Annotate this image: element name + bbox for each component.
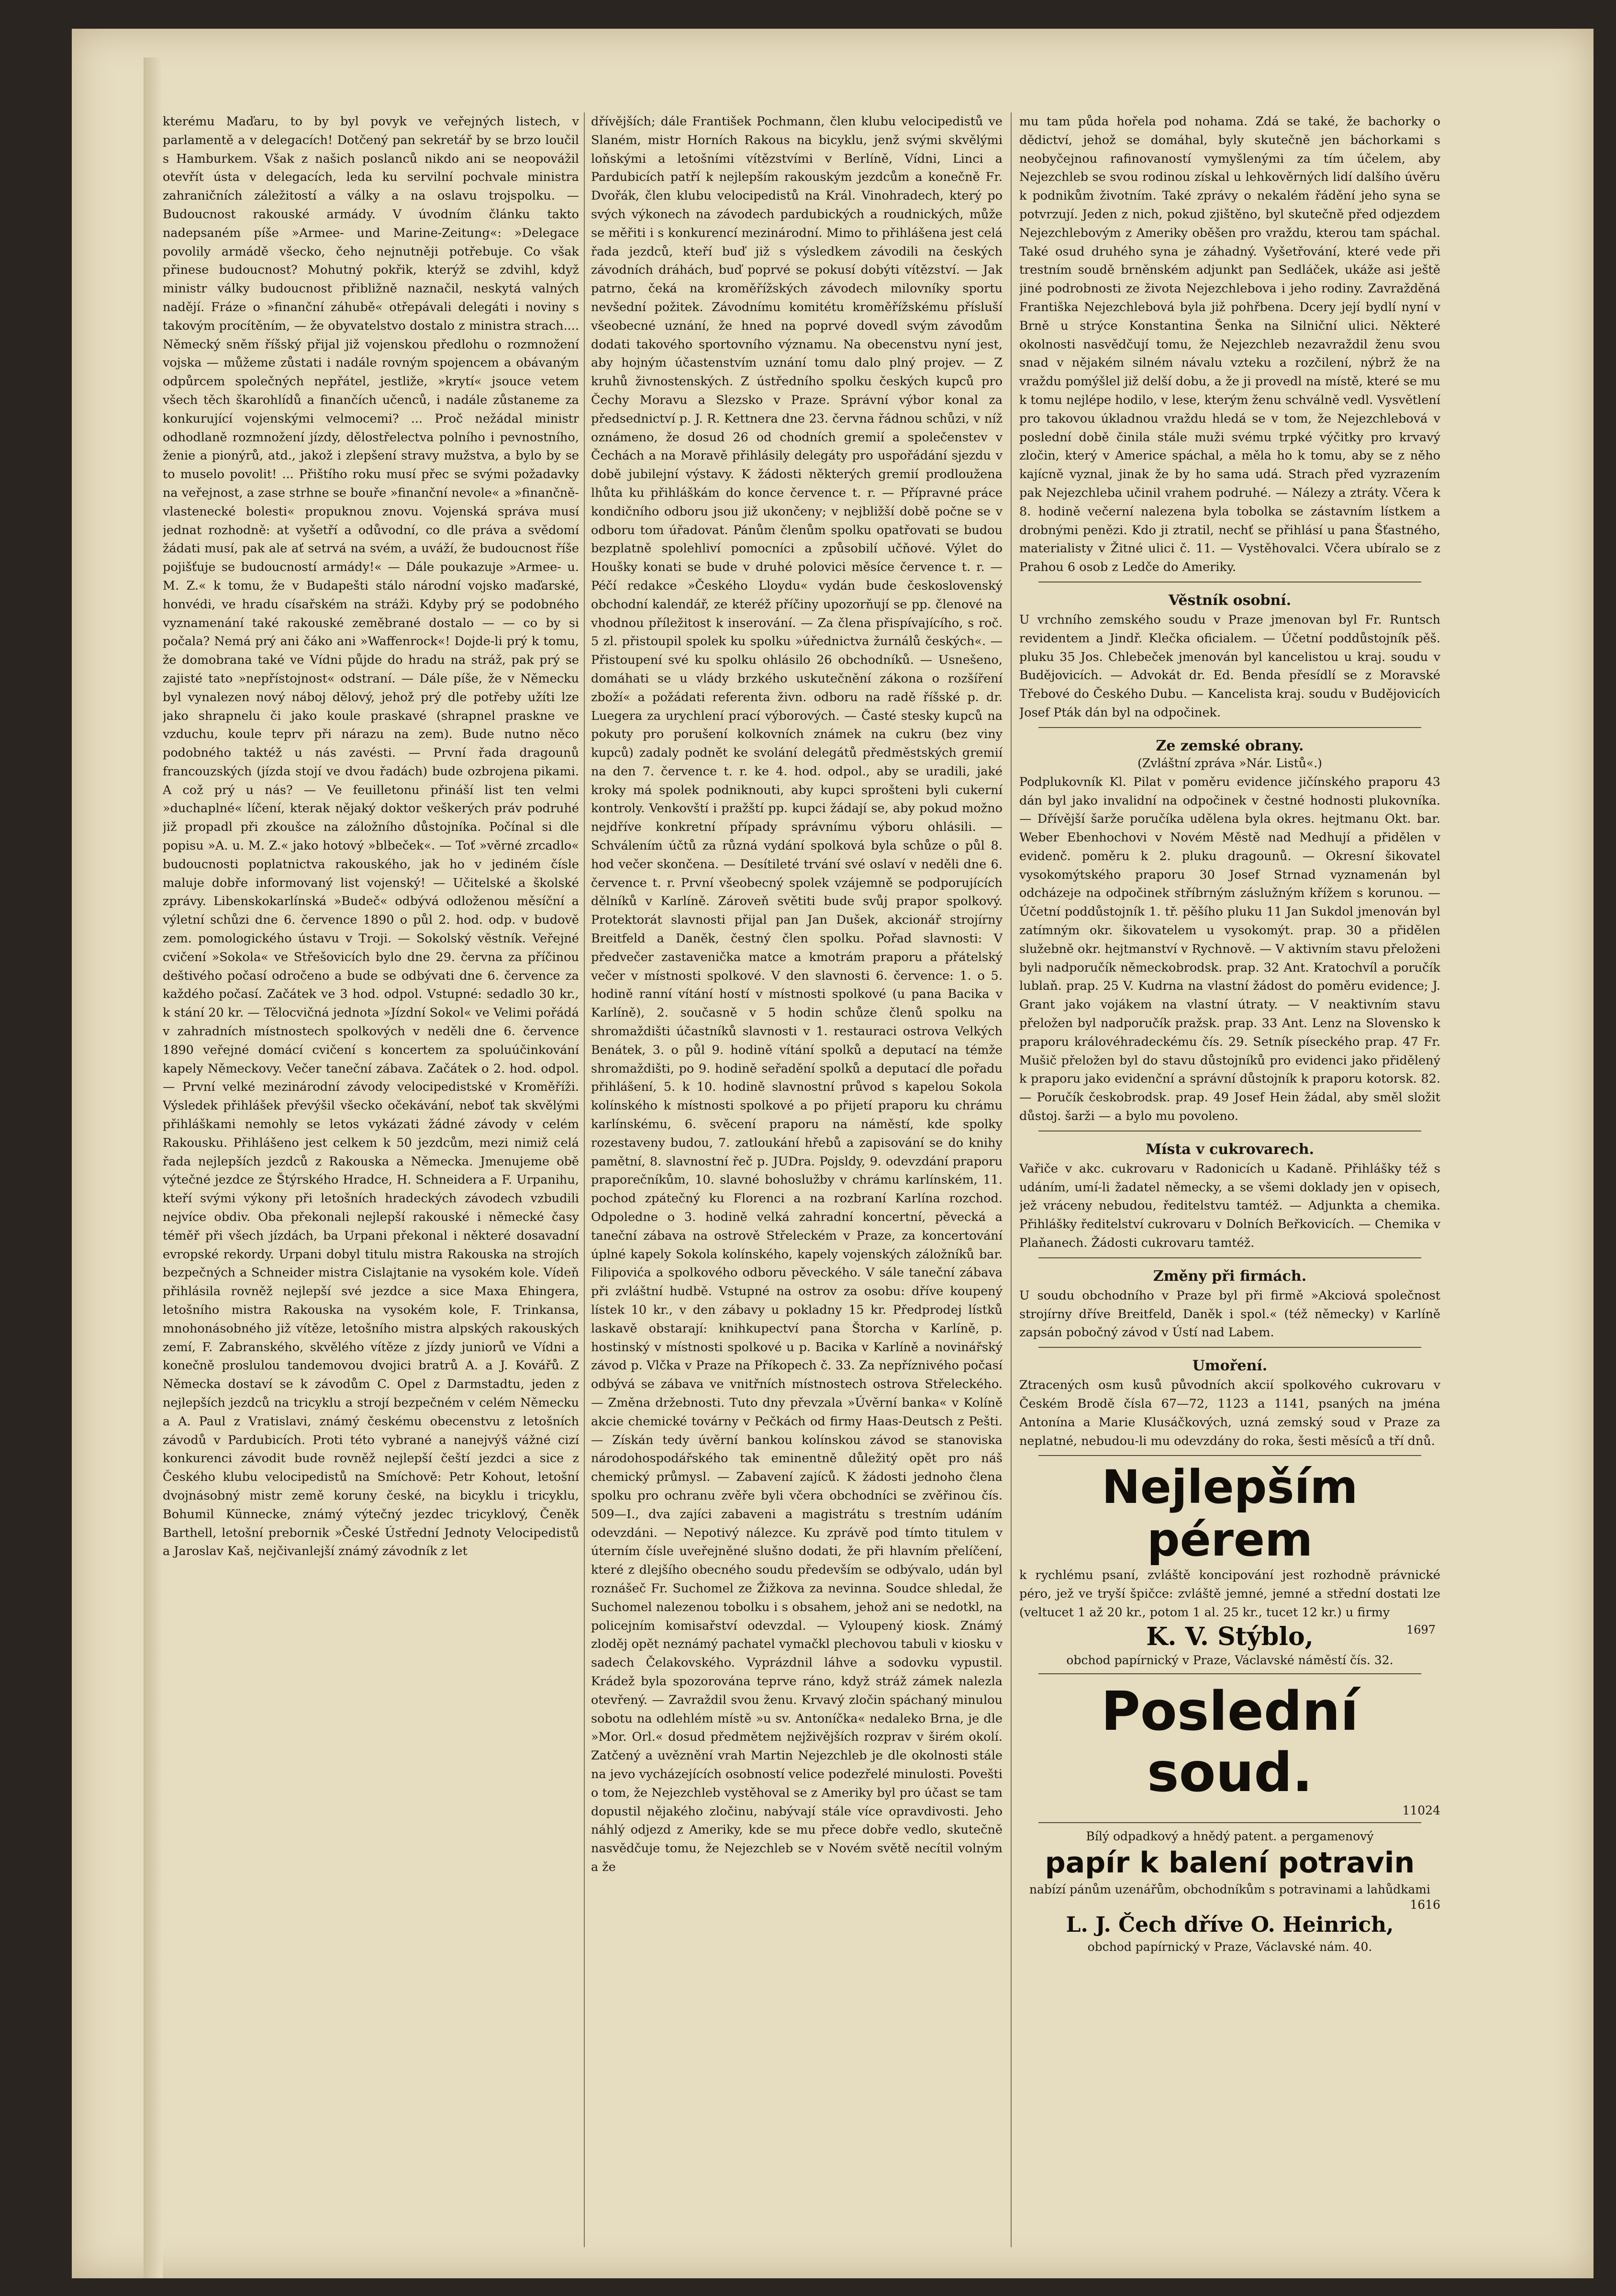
ad-address-styblo: obchod papírnický v Praze, Václavské náměstí čís. 32. xyxy=(1066,1653,1393,1667)
column-divider xyxy=(1011,112,1012,2247)
column-left-text: kterému Maďaru, to by byl povyk ve veřejných listech, v parlamentě a v delegacích! Dotčený pan sekretář by se brzo loučil s Hamburkem. Však z našich poslanců nikdo ani se neopovážil otevřít ústa v delegacích, leda ku servilní pochvale ministra zahraničních záležitostí a války a na oslavu trojspolku. — Budoucnost rakouské armády. V úvodním článku takto nadepsaném píše »Armee- und Marine-Zeitung«: »Delegace povolily armádě všecko, čeho nejnutněji potřebuje. Co však přinese budoucnost? Mohutný pokřik, kterýž se zdvihl, když ministr války budoucnost přibližně naznačil, neskytá valných nadějí. Fráze o »finanční záhubě« otřepávali delegáti i noviny s takovým procítěním, — že obyvatelstvo dostalo z ministra strach.... Německý sněm říšský přijal již vojenskou předlohu o rozmnožení vojska — můžeme zůstati i nadále rovným spojencem a obávaným odpůrcem společných nepřátel, jestliže, »krytí« jsouce vetem všech těch škarohlídů a finančích učenců, i nadále zůstaneme za konkurující vojenskými velmocemi? ... Proč nežádal ministr odhodlaně rozmnožení jízdy, dělostřelectva polního i pevnostního, ženie a pionýrů, atd., jakož i zlepšení stravy mužstva, a bylo by se to muselo povolit! ... Přištího roku musí přec se svými požadavky na veřejnost, a zase strhne se bouře »finanční nevole« a »finančně-vlastenecké bolesti« propuknou znovu. Vojenská správa musí jednat rozhodně: at vyšetří a odůvodní, co dle práva a svědomí žádati musí, pak ale ať setrvá na svém, a uváží, že budoucnost říše pojišťuje se budoucností armády!« — Dále poukazuje »Armee- u. M. Z.« k tomu, že v Budapešti stálo národní vojsko maďarské, honvédi, ve hradu císařském na stráži. Kdyby prý se podobného vyznamenání také rakouské zeměbrané dostalo — — co by si počala? Nemá prý ani čáko ani »Waffenrock«! Dojde-li prý k tomu, že domobrana také ve Vídni půjde do hradu na stráž, pak prý se zajisté tato »nepřístojnost« odstraní. — Dále píše, že v Německu byl vynalezen nový náboj dělový, jehož prý dle potřeby užíti lze jako shrapnelu či jako koule praskavé (shrapnel praskne ve vzduchu, koule teprv při nárazu na zem). Bude nutno něco podobného taktéž u nás zavésti. — První řada dragounů francouzských (jízda stojí ve dvou řadách) bude ozbrojena pikami. A což prý u nás? — Ve feuilletonu přináší list ten velmi »duchaplné« líčení, kterak nějaký doktor veškerých práv podruhé již propadl při zkoušce na záložního důstojníka. Počínal si dle popisu »A. u. M. Z.« jako hotový »blbeček«. — Toť »věrné zrcadlo« budoucnosti poplatnictva rakouského, jak ho v jediném čísle maluje dobře informovaný list vojenský! — Učitelské a školské zprávy. Libenskokarlínská »Budeč« odbývá odloženou měsíční a výletní schůzi dne 6. července 1890 o půl 2. hod. odp. v budově zem. pomologického ústavu v Troji. — Sokolský věstník. Veřejné cvičení »Sokola« ve Střešovicích bylo dne 29. června za příčinou deštivého počasí odročeno a bude se odbývati dne 6. července za každého počasí. Začátek ve 3 hod. odpol. Vstupné: sedadlo 30 kr., k stání 20 kr. — Tělocvičná jednota »Jízdní Sokol« ve Velimi pořádá v zahradních místnostech spolkových v neděli dne 6. července 1890 veřejné domácí cvičení s koncertem za spoluúčinkování kapely Německovy. Večer taneční zábava. Začátek o 2. hod. odpol. — První velké mezinárodní závody velocipedistské v Kroměříži. Výsledek přihlášek převýšil všecko očekávání, neboť tak skvělými přihláškami nemohly se letos vykázati žádné závody v celém Rakousku. Přihlášeno jest celkem k 50 jezdcům, mezi nimiž celá řada nejlepších jezdců z Rakouska a Německa. Jmenujeme obě výtečné jezdce ze Štýrského Hradce, H. Schneidera a F. Urpanihu, kteří svými výkony při letošních hradeckých závodech vzbudili nejvíce obdiv. Oba překonali nejlepší rakouské i německé časy téměř při všech jízdách, ba Urpani překonal i některé dosavadní evropské rekordy. Urpani dobyl titulu mistra Rakouska na strojích bezpečných a Schneider mistra Cislajtanie na vysokém kole. Vídeň přihlásila rovněž nejlepší své jezdce a sice Maxa Ehingera, letošního mistra Rakouska na vysokém kole, F. Trinkansa, mnohonásobného již vítěze, letošního mistra alpských rakouských zemí, F. Zabranského, skvělého vítěze z jízdy juniorů ve Vídni a konečně proslulou tandemovou dvojici bratrů A. a J. Kovářů. Z Německa dostaví se k závodům C. Opel z Darmstadtu, jeden z nejlepších jezdců na tricyklu a strojí bezpečném v celém Německu a A. Paul z Vratislavi, známý českému obecenstvu z letošních závodů v Pardubicích. Proti této vybrané a nanejvýš vážné cizí konkurenci závodit bude rovněž nejlepší čeští jezdci a sice z Českého klubu velocipedistů na Smíchově: Petr Kohout, letošní dvojnásobný mistr země koruny české, na bicyklu i tricyklu, Bohumil Künnecke, známý výtečný jezdec tricyklový, Čeněk Barthell, letošní prebornik »České Ústřední Jednoty Velocipedistů a Jaroslav Kaš, nejčivanlejší známý závodník z let xyxy=(163,114,579,1559)
column-left xyxy=(163,112,579,2247)
ad-text-paper: nabízí pánům uzenářům, obchodníkům s potravinami a lahůdkami xyxy=(1029,1882,1431,1896)
section-text-sugar: Vařiče v akc. cukrovaru v Radonicích u Kadaně. Přihlášky též s udáním, umí-li žadatel německy, a se všemi doklady jen v opisech, jež vráceny nebudou, ředitelstvu tamtéž. — Adjunkta a chemika. Přihlášky ředitelství cukrovaru v Dolních Beřkovicích. — Chemika v Plaňanech. Žádosti cukrovaru tamtéž. xyxy=(1019,1161,1440,1251)
ad-product-paper: papír k balení potravin xyxy=(1045,1846,1415,1880)
ad-headline-pen: Nejlepším pérem xyxy=(1102,1460,1358,1567)
ad-address-cech: obchod papírnický v Praze, Václavské nám. 40. xyxy=(1087,1939,1372,1954)
column-right-intro: mu tam půda hořela pod nohama. Zdá se také, že bachorky o dědictví, jehož se domáhal, byly skutečně jen báchorkami s neobyčejnou rafinovaností vymyšlenými za tím účelem, aby Nejezchleb se svou rodinou získal u lehkověrných lidí dalšího úvěru k podnikům životním. Také zprávy o nekalém řádění jeho syna se potvrzují. Jeden z nich, pokud zjištěno, byl skutečně před odjezdem Nejezchlebovým z Ameriky oběšen pro vraždu, kterou tam spáchal. Také osud druhého syna je záhadný. Vyšetřování, které vede při trestním soudě brněnském adjunkt pan Sedláček, ukáže asi ještě jiné podrobnosti ze života Nejezchlebova i jeho rodiny. Zavražděná Františka Nejezchlebová byla již pohřbena. Dcery její bydlí nyní v Brně u strýce Konstantina Šenka na Silniční ulici. Některé okolnosti nasvědčují tomu, že Nejezchleb nezavraždil ženu svou snad v nějakém silném návalu vzteku a rozčilení, nýbrž že na vraždu pomýšlel již delší dobu, a že ji provedl na místě, které se mu k tomu nejlépe hodilo, v lese, kterým ženu schválně vedl. Vysvětlení pro takovou úkladnou vraždu hledá se v tom, že Nejezchlebová v poslední době činila stále muži svému trpké výčitky pro krvavý zločin, který v Americe spáchal, a měla ho k tomu, aby se z něho kajícně vyznal, jinak že by ho sama udá. Strach před vyzrazením pak Nejezchleba učinil vrahem podruhé. — Nálezy a ztráty. Včera k 8. hodině večerní nalezena byla tobolka se zástavním lístkem a drobnými penězi. Kdo ji ztratil, nechť se přihlásí u pana Šťastného, materialisty v Žitné ulici č. 11. — Vystěhovalci. Včera ubíralo se z Prahou 6 osob z Ledče do Ameriky. xyxy=(1019,114,1440,575)
ad-firm-row xyxy=(1019,1622,1440,1652)
section-divider xyxy=(1038,727,1421,728)
section-subtitle-army: (Zvláštní zpráva »Nár. Listů«.) xyxy=(1137,756,1322,770)
ad-number-pen: 1697 xyxy=(1406,1623,1436,1636)
newspaper-page xyxy=(72,29,1594,2278)
column-middle xyxy=(591,112,1003,2247)
section-title-army: Ze zemské obrany. xyxy=(1156,737,1304,754)
ad-number-judgement: 11024 xyxy=(1402,1803,1440,1817)
section-text-personal: U vrchního zemského soudu v Praze jmenovan byl Fr. Runtsch revidentem a Jindř. Klečka oficialem. — Účetní poddůstojník pěš. pluku 35 Jos. Chlebeček jmenován byl kancelistou u kraj. soudu v Budějovicích. — Advokát dr. Ed. Benda přesídlí se z Moravské Třebové do Českého Dubu. — Kancelista kraj. soudu v Budějovicích Josef Pták dán byl na odpočinek. xyxy=(1019,612,1440,720)
section-text-firms: U soudu obchodního v Praze byl při firmě »Akciová společnost strojírny dříve Breitfeld, Daněk i spol.« (též německy) v Karlíně zapsán pobočný závod v Ústí nad Labem. xyxy=(1019,1288,1440,1340)
section-title-sugar: Místa v cukrovarech. xyxy=(1145,1141,1315,1158)
ad-divider xyxy=(1038,1455,1421,1456)
column-divider xyxy=(584,112,585,2247)
section-divider xyxy=(1038,1257,1421,1258)
ad-text-pen: k rychlému psaní, zvláště koncipování jest rozhodně právnické péro, jež ve tryší špičce: zvláště jemné, jemné a střední dostati lze (veltucet 1 až 20 kr., potom 1 al. 25 kr., tucet 12 kr.) u firmy xyxy=(1019,1568,1440,1620)
section-divider xyxy=(1038,1347,1421,1348)
section-title-firms: Změny při firmách. xyxy=(1153,1267,1307,1285)
ad-firm-styblo: K. V. Stýblo, xyxy=(1146,1622,1314,1651)
page-edge-shadow xyxy=(144,57,163,2278)
ad-firm-cech: L. J. Čech dříve O. Heinrich, xyxy=(1066,1912,1394,1937)
ad-intro-paper: Bílý odpadkový a hnědý patent. a pergamenový xyxy=(1086,1829,1374,1843)
ad-divider xyxy=(1038,1673,1421,1674)
column-right xyxy=(1019,112,1440,2247)
section-text-amortization: Ztracených osm kusů původních akcií spolkového cukrovaru v Českém Brodě čísla 67—72, 1123 a 1141, psaných na jména Antonína a Marie Klusáčkových, uzná zemský soud v Praze za neplatné, nebudou-li mu odevzdány do roka, šesti měsíců a tří dnů. xyxy=(1019,1378,1440,1448)
ad-number-paper: 1616 xyxy=(1410,1897,1440,1912)
ad-divider xyxy=(1038,1822,1421,1823)
section-title-amortization: Umoření. xyxy=(1192,1357,1268,1375)
section-title-personal: Věstník osobní. xyxy=(1168,592,1292,609)
column-middle-text: dřívějších; dále František Pochmann, člen klubu velocipedistů ve Slaném, mistr Horních Rakous na bicyklu, jenž svými skvělými loňskými a letošními vítězstvími v Berlíně, Vídni, Linci a Pardubicích patří k nejlepším rakouským jezdcům a konečně Fr. Dvořák, člen klubu velocipedistů na Král. Vinohradech, který po svých výkonech na závodech pardubických a roudnických, může se měřiti i s konkurencí mezinárodní. Mimo to přihlášena jest celá řada jezdců, kteří buď již s výsledkem závodili na českých závodních dráhách, buď poprvé se pokusí dobýti vítězství. — Jak patrno, čeká na kroměřížských závodech milovníky sportu nevšední požitek. Závodnímu komitétu kroměřížskému přísluší všeobecné uznání, že hned na poprvé dovedl svým závodům dodati takového sportovního významu. Na obecenstvu nyní jest, aby hojným účastenstvím uznání tomu dalo plný projev. — Z kruhů živnostenských. Z ústředního spolku českých kupců pro Čechy Moravu a Slezsko v Praze. Správní výbor konal za předsednictví p. J. R. Kettnera dne 23. června řádnou schůzi, v níž oznámeno, že dosud 26 od chodních gremií a společenstev v Čechách a na Moravě přihlásily delegáty pro uspořádání sjezdu v době jubilejní výstavy. K žádosti některých gremií prodloužena lhůta ku přihláškám do konce července t. r. — Přípravné práce kondičního odboru jsou již ukončeny; v nejbližší době počne se v odboru tom úřadovat. Pánům členům spolku opatřovati se budou bezplatně spolehliví pomocníci a způsobilí učňové. Výlet do Houšky konati se bude v druhé polovici měsíce července t. r. — Péčí redakce »Českého Lloydu« vydán bude československý obchodní kalendář, ze kteréž příčiny upozorňují se pp. členové na vhodnou příležitost k inserování. — Za člena přispívajícího, s roč. 5 zl. přistoupil spolek ku spolku »úřednictva žurnálů českých«. — Přistoupení své ku spolku ohlásilo 26 obchodníků. — Usnešeno, domáhati se u vlády brzkého uskutečnění zákona o rozšíření zboží« a požádati referenta živn. odboru na radě říšské p. dr. Luegera za urychlení prací výborových. — Časté stesky kupců na pokuty pro porušení kolkovních známek na cukru (bez viny kupců) zadaly podnět ke svolání delegátů předměstských gremií na den 7. července t. r. ke 4. hod. odpol., aby se uradili, jaké kroky má spolek podniknouti, aby kupci sprošteni byli cukerní kontroly. Venkovští i pražští pp. kupci žádají se, aby pokud možno nejdříve konkretní případy správnímu výboru ohlásili. — Schválením účtů za různá vydání spolková byla schůze o půl 8. hod večer skončena. — Desítileté trvání své oslaví v neděli dne 6. července t. r. První všeobecný spolek vzájemně se podporujících dělníků v Karlíně. Zároveň světiti bude svůj prapor spolkový. Protektorát slavnosti přijal pan Jan Dušek, akcionář strojírny Breitfeld a Daněk, čestný člen spolku. Pořad slavnosti: V předvečer zastavenička matce a kmotrám praporu a přátelský večer v místnosti spolkové. V den slavnosti 6. července: 1. o 5. hodině ranní vítání hostí v místnosti spolkové (u pana Bacika v Karlíně), 2. současně v 5 hodin schůze členů spolku na shromaždišti účastníků slavnosti v 1. restauraci ostrova Velkých Benátek, 3. o půl 9. hodině vítání spolků a deputací na témže shromaždišti, po 9. hodině seřadění spolků a deputací dle pořadu přihlášení, 5. k 10. hodině slavnostní průvod s kapelou Sokola kolínského k místnosti spolkové a po přijetí praporu ku chrámu karlínskému, 6. svěcení praporu na náměstí, kde spolky rozestaveny budou, 7. zatloukání hřebů a zapisování se do knihy pamětní, 8. slavnostní řeč p. JUDra. Pojsldy, 9. odevzdání praporu praporečníkům, 10. slavné bohoslužby v chrámu karlínském, 11. pochod zpátečný ku Florenci a na rozbraní Karlína rozchod. Odpoledne o 3. hodině velká zahradní koncertní, pěvecká a taneční zábava na ostrově Střeleckém v Praze, za koncertování úplné kapely Sokola kolínského, kapely vojenských záložníků bar. Filipovića a spolkového odboru pěveckého. V sále taneční zábava při zvláštní hudbě. Vstupné na ostrov za osobu: dříve koupený lístek 10 kr., v den zábavy u pokladny 15 kr. Předprodej lístků laskavě obstarají: knihkupectví pana Štorcha v Karlíně, p. hostinský v místnosti spolkové u p. Bacika v Karlíně a novinářský závod p. Vlčka v Praze na Příkopech č. 33. Za nepříznivého počasí odbývá se zábava ve vnitřních místnostech ostrova Střeleckého. — Změna držebnosti. Tuto dny převzala »Úvěrní banka« v Kolíně akcie chemické továrny v Pečkách od firmy Haas-Deutsch z Pešti. — Získán tedy úvěrní bankou kolínskou závod se stanoviska národohospodářského tak eminentně důležitý opět pro náš chemický průmysl. — Zabavení zajíců. K žádosti jednoho člena spolku pro ochranu zvěře byli včera obchodníci se zvěřinou čís. 509—I., dva zajíci zabaveni a magistrátu s trestním udáním odevzdáni. — Nepotivý nálezce. Ku zprávě pod tímto titulem v úterním čísle uveřejněné slušno dodati, že při hlavním přelíčení, které z dlejšího obecného soudu především se odbývalo, udán byl roznášeč Fr. Suchomel ze Žižkova za nevinna. Soudce shledal, že Suchomel nalezenou tobolku i s obsahem, jehož ani se nedotkl, na policejním komisařství odevzdal. — Vyloupený kiosk. Známý zloděj opět neznámý pachatel vymačkl plechovou tabuli v kiosku v sadech Čelakovského. Vyprázdnil láhve a sodovku vypustil. Krádež byla spozorována teprve ráno, když stráž zámek nalezla otevřený. — Zavraždil svou ženu. Krvavý zločin spáchaný minulou sobotu na odlehlém místě »u sv. Antoníčka« nedaleko Brna, je dle »Mor. Orl.« dosud předmětem nejživějších rozprav v širém okolí. Zatčený a uvěznění vrah Martin Nejezchleb je dle okolnosti stále na jevo vycházejících osobností velice podezřelé minulosti. Povešti o tom, že Nejezchleb vystěhoval se z Ameriky byl pro účast se tam dopustil nějakého zločinu, nabývají stále více opravdivosti. Jeho náhlý odjezd z Ameriky, kde se mu přece dobře vedlo, skutečně nasvědčuje tomu, že Nejezchleb se v Novém světě necítil volným a že xyxy=(591,114,1003,1874)
ad-headline-judgement: Poslední soud. xyxy=(1101,1680,1359,1804)
section-text-army: Podplukovník Kl. Pilat v poměru evidence jičínského praporu 43 dán byl jako invalidní na odpočinek v čestné hodnosti plukovníka. — Dřívější šarže poručíka udělena byla okres. hejtmanu Okt. bar. Weber Ebenhochovi v Novém Městě nad Medhují a přidělen v evidenč. poměru k 2. pluku dragounů. — Okresní šikovatel vysokomýtského praporu 30 Josef Strnad vyznamenán byl odcházeje na odpočinek stříbrným záslužným křížem s korunou. — Účetní poddůstojník 1. tř. pěšího pluku 11 Jan Sukdol jmenován byl zatímným okr. šikovatelem u vysokomýt. prap. 30 a přidělen služebně okr. hejtmanství v Rychnově. — V aktivním stavu přeloženi byli nadporučík německobrodsk. prap. 32 Ant. Kratochvíl a poručík lublaň. prap. 25 V. Kudrna na vlastní žádost do poměru evidence; J. Grant jako vojákem na vlastní útraty. — V neaktivním stavu přeložen byl nadporučík pražsk. prap. 33 Ant. Lenz na Slovensko k praporu královéhradeckému čís. 29. Setník píseckého prap. 47 Fr. Mušič přeložen byl do stavu důstojníků pro evidenci jako přidělený k praporu jako evidenční a správní důstojník k praporu kotorsk. 82. — Poručík českobrodsk. prap. 49 Josef Hein žádal, aby směl složit důstoj. šarži — a bylo mu povoleno. xyxy=(1019,774,1440,1124)
